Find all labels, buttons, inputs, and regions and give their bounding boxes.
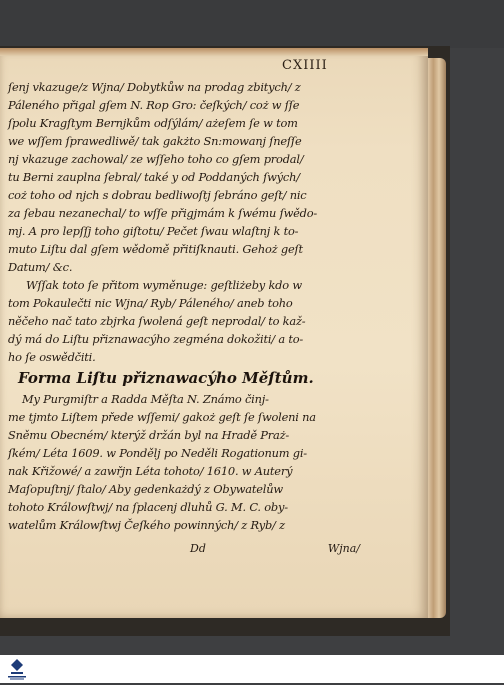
- text-line: tohoto Králowſtwj/ na ſplacenj dluhů G. M. C. oby-: [8, 500, 288, 514]
- section-heading: Forma Liſtu přiznawacýho Měſtům.: [18, 369, 314, 387]
- catchword: Wjna/: [327, 542, 360, 555]
- text-line: ho ſe oswědčiti.: [8, 350, 96, 364]
- text-line: ſkém/ Léta 1609. w Pondělj po Neděli Rogationum gi-: [8, 446, 307, 460]
- text-line: we wſſem ſprawedliwě/ tak gakżto Sn:mowanj ſneſſe: [8, 134, 302, 148]
- text-line: Wſſak toto ſe přitom wyměnuge: geſtliżeby kdo w: [26, 278, 302, 292]
- text-line: dý má do Liſtu přiznawacýho zegména dokožiti/ a to-: [8, 332, 304, 346]
- text-line: tom Pokaulečti nic Wjna/ Ryb/ Páleného/ aneb toho: [8, 296, 293, 310]
- text-line: ſenj vkazuge/z Wjna/ Dobytkůw na prodag zbitych/ z: [8, 80, 301, 94]
- page-text-block: [8, 78, 358, 534]
- text-line: muto Liſtu dal gſem wědomě přitiſknauti. Gehoż geſt: [8, 242, 303, 256]
- text-line: Sněmu Obecném/ kterýž držán byl na Hradě Praż-: [8, 428, 290, 442]
- text-line: Páleného přigal gſem N. Rop Gro: čeſkých/ coż w ſſe: [8, 98, 300, 112]
- text-line: nj vkazuge zachowal/ ze wſſeho toho co gſem prodal/: [8, 152, 304, 166]
- signature-mark: Dd: [190, 542, 206, 555]
- page-number: CXIIII: [282, 58, 328, 73]
- text-line: mj. A pro lepſſj toho giſtotu/ Pečet ſwau wlaſtnj k to-: [8, 224, 299, 238]
- text-line: My Purgmiſtr a Radda Měſta N. Známo činj-: [22, 392, 269, 406]
- page-top-edge: [0, 48, 428, 56]
- text-line: za ſebau nezanechal/ to wſſe přigjmám k ſwému ſwědo-: [8, 206, 318, 220]
- text-line: me tjmto Liſtem přede wſſemi/ gakoż geſt ſe ſwoleni na: [8, 410, 316, 424]
- text-line: ſpolu Kragſtym Bernjkům odſýlám/ ażeſem ſe w tom: [8, 116, 298, 130]
- text-line: Maſopuſtnj/ ſtalo/ Aby gedenkażdý z Obywatelůw: [8, 482, 283, 496]
- text-line: coż toho od njch s dobrau bedliwoſtj ſebráno geſt/ nic: [8, 188, 307, 202]
- viewer-footer-bar: [0, 655, 504, 683]
- scan-background-top: [0, 0, 504, 48]
- text-line: watelům Králowſtwj Čeſkého powinných/ z Ryb/ z: [8, 518, 285, 532]
- library-logo-icon[interactable]: [4, 657, 30, 681]
- text-line: nak Křižowé/ a zawřjn Léta tohoto/ 1610. w Auterý: [8, 464, 293, 478]
- text-line: něčeho nač tato zbjrka ſwolená geſt neprodal/ to kaž-: [8, 314, 306, 328]
- catchword-row: [190, 542, 360, 555]
- text-line: Datum/ &c.: [8, 260, 73, 274]
- text-line: tu Berni zauplna ſebral/ také y od Poddaných ſwých/: [8, 170, 300, 184]
